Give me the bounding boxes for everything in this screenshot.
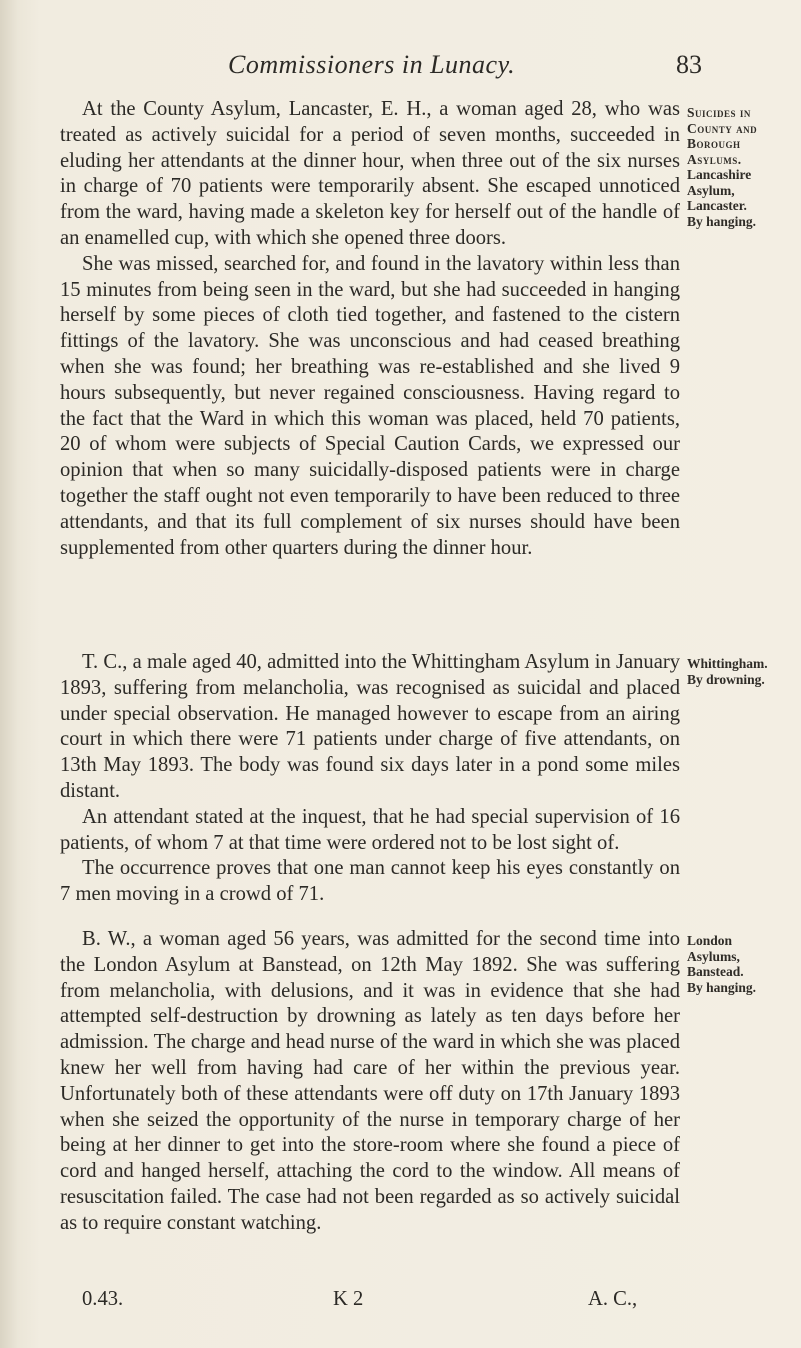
margin-method: By hanging.: [687, 213, 757, 229]
paragraph: At the County Asylum, Lancaster, E. H., a woman aged 28, who was treated as actively suicidal for a period of seven months, succeeded in eluding her attendants at the dinner hour, when three out of the six nurses in charge of 70 patients were temporarily absent. She escaped unnoticed from the ward, having made a skeleton key for herself out of the handle of an enamelled cup, with which she opened three doors.: [60, 98, 680, 249]
margin-place: Lancaster.: [687, 198, 747, 213]
paragraph: An attendant stated at the inquest, that he had special supervision of 16 patients, of whom 7 at that time were ordered not to be lost sight of.: [60, 805, 680, 854]
catchword: A. C.,: [588, 1288, 638, 1310]
margin-place: Whittingham.: [687, 656, 768, 671]
footer-reference: 0.43.: [82, 1288, 124, 1310]
margin-heading: Suicides in: [687, 105, 751, 120]
case-banstead: [60, 927, 680, 1237]
margin-note-lancaster: [687, 105, 799, 229]
running-title: Commissioners in Lunacy.: [228, 50, 516, 79]
margin-note-banstead: [687, 933, 799, 995]
margin-heading: Asylums.: [687, 151, 742, 167]
margin-place: London: [687, 933, 733, 948]
margin-place: Asylum,: [687, 182, 735, 198]
margin-method: By hanging.: [687, 979, 757, 995]
margin-place: Lancashire: [687, 167, 752, 182]
margin-heading: County and: [687, 120, 758, 136]
paragraph: The occurrence proves that one man cannot keep his eyes constantly on 7 men moving in a crowd of 71.: [60, 857, 680, 906]
margin-note-whittingham: [687, 656, 799, 687]
page-footer: [0, 1288, 801, 1316]
case-whittingham: [60, 650, 680, 908]
case-lancaster: [60, 97, 680, 561]
signature-mark: K 2: [333, 1288, 364, 1310]
paragraph: She was missed, searched for, and found in the lavatory within less than 15 minutes from being seen in the ward, but she had succeeded in hanging herself by some pieces of cloth tied together, and fastened to the cistern fittings of the lavatory. She was unconscious and had ceased breathing when she was found; her breathing was re-established and she lived 9 hours subsequently, but never regained consciousness. Having regard to the fact that the Ward in which this woman was placed, held 70 patients, 20 of whom were subjects of Special Caution Cards, we expressed our opinion that when so many suicidally-disposed patients were in charge together the staff ought not even temporarily to have been reduced to three attendants, and that its full complement of six nurses should have been supplemented from other quarters during the dinner hour.: [60, 252, 680, 559]
paragraph: B. W., a woman aged 56 years, was admitted for the second time into the London Asylum at Banstead, on 12th May 1892. She was suffering from melancholia, with delusions, and it was in evidence that she had attempted self-destruction by drowning as lately as ten days before her admission. The charge and head nurse of the ward in which she was placed knew her well from having had care of her within the previous year. Unfortunately both of these attendants were off duty on 17th January 1893 when she seized the opportunity of the nurse in temporary charge of her being at her dinner to get into the store-room where she found a piece of cord and hanged herself, attaching the cord to the window. All means of resuscitation failed. The case had not been regarded as so actively suicidal as to require constant watching.: [60, 928, 680, 1234]
margin-place: Asylums,: [687, 948, 740, 964]
paragraph: T. C., a male aged 40, admitted into the Whittingham Asylum in January 1893, suffering from melancholia, was recognised as suicidal and placed under special observation. He managed however to escape from an airing court in which there were 71 patients under charge of five attendants, on 13th May 1893. The body was found six days later in a pond some miles distant.: [60, 651, 680, 802]
page-number: 83: [676, 50, 702, 79]
margin-method: By drowning.: [687, 671, 765, 687]
running-head: [0, 50, 801, 80]
margin-heading: Borough: [687, 136, 741, 151]
margin-place: Banstead.: [687, 964, 744, 979]
